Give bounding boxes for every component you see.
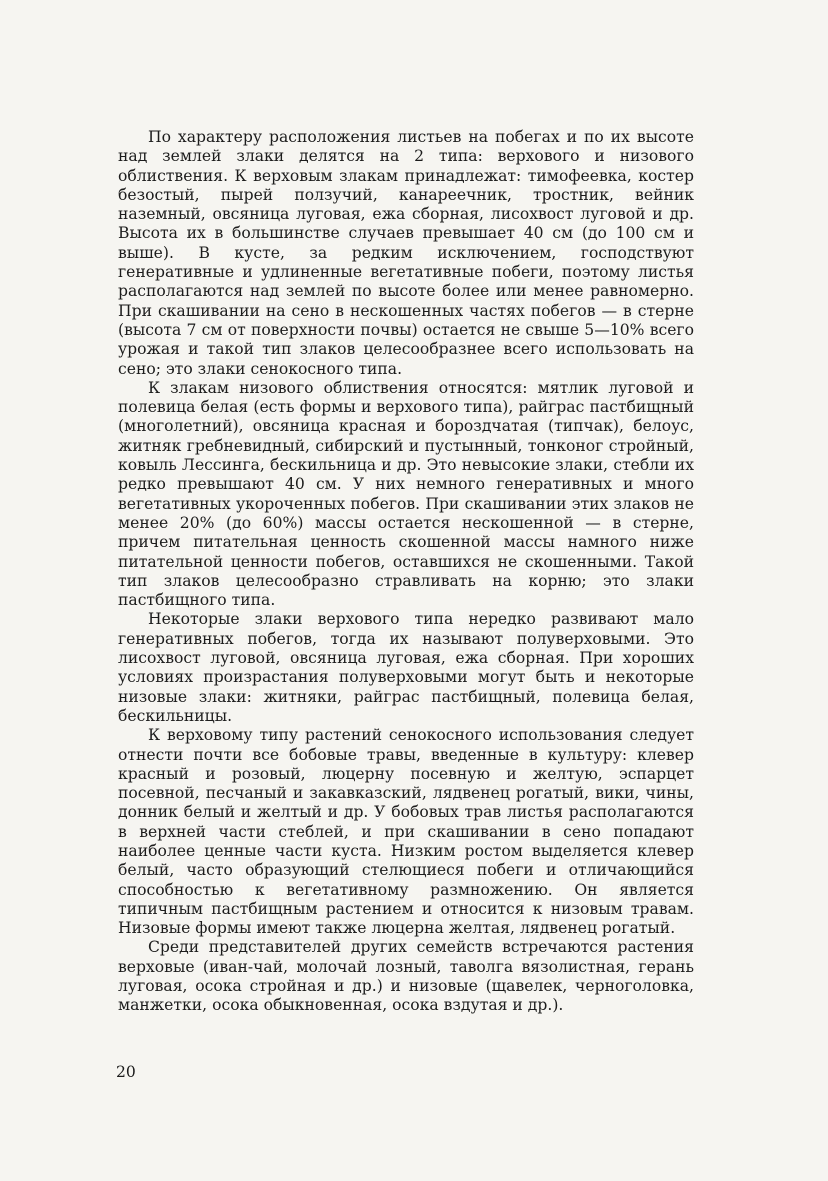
paragraph-1: По характеру расположения листьев на побегах и по их высоте над землей злаки делятся на 2 типа: верхового и низового облиствения. К верховым злакам принадлежат: тимофеевка, костер безостый, пырей ползучий, канареечник, тростник, вейник наземный, овсяница луговая, ежа сборная, лисохвост луговой и др. Высота их в большинстве случаев превышает 40 см (до 100 см и выше). В кусте, за редким исключением, господствуют генеративные и удлиненные вегетативные побеги, поэтому листья располагаются над землей по высоте более или менее равномерно. При скашивании на сено в нескошенных частях побегов — в стерне (высота 7 см от поверхности почвы) остается не свыше 5—10% всего урожая и такой тип злаков целесообразнее всего использовать на сено; это злаки сенокосного типа.: [118, 128, 694, 378]
page-body: [118, 128, 694, 1016]
paragraph-5: Среди представителей других семейств встречаются растения верховые (иван-чай, молочай лозный, таволга вязолистная, герань луговая, осока стройная и др.) и низовые (щавелек, черноголовка, манжетки, осока обыкновенная, осока вздутая и др.).: [118, 938, 694, 1015]
paragraph-3: Некоторые злаки верхового типа нередко развивают мало генеративных побегов, тогда их называют полуверховыми. Это лисохвост луговой, овсяница луговая, ежа сборная. При хороших условиях произрастания полуверховыми могут быть и некоторые низовые злаки: житняки, райграс пастбищный, полевица белая, бескильницы.: [118, 610, 694, 725]
page-number: 20: [116, 1063, 136, 1081]
paragraph-4: К верховому типу растений сенокосного использования следует отнести почти все бобовые травы, введенные в культуру: клевер красный и розовый, люцерну посевную и желтую, эспарцет посевной, песчаный и закавказский, лядвенец рогатый, вики, чины, донник белый и желтый и др. У бобовых трав листья располагаются в верхней части стеблей, и при скашивании в сено попадают наиболее ценные части куста. Низким ростом выделяется клевер белый, часто образующий стелющиеся побеги и отличающийся способностью к вегетативному размножению. Он является типичным пастбищным растением и относится к низовым травам. Низовые формы имеют также люцерна желтая, лядвенец рогатый.: [118, 726, 694, 938]
paragraph-2: К злакам низового облиствения относятся: мятлик луговой и полевица белая (есть формы и верхового типа), райграс пастбищный (многолетний), овсяница красная и бороздчатая (типчак), белоус, житняк гребневидный, сибирский и пустынный, тонконог стройный, ковыль Лессинга, бескильница и др. Это невысокие злаки, стебли их редко превышают 40 см. У них немного генеративных и много вегетативных укороченных побегов. При скашивании этих злаков не менее 20% (до 60%) массы остается нескошенной — в стерне, причем питательная ценность скошенной массы намного ниже питательной ценности побегов, оставшихся не скошенными. Такой тип злаков целесообразно стравливать на корню; это злаки пастбищного типа.: [118, 378, 694, 610]
